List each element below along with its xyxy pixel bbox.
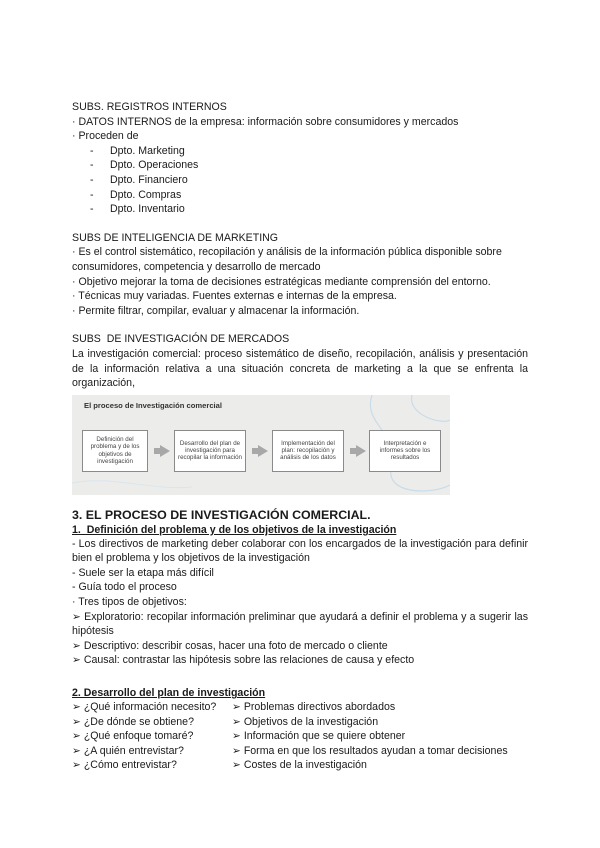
plan-answer: ➢ Información que se quiere obtener [232,730,406,743]
arrow-right-icon [258,445,268,457]
dept-item: - Dpto. Compras [90,188,182,201]
inteligencia-line-1: · Es el control sistemático, recopilación y análisis de la información pública disponible sobre consumidores, competencia y desarrollo de mercado [72,246,502,273]
proceso-subtitle-1: 1. Definición del problema y de los objetivos de la investigación [72,523,397,536]
investigacion-heading: SUBS DE INVESTIGACIÓN DE MERCADOS [72,333,290,346]
diagram-step-4: Interpretación e informes sobre los resultados [369,430,441,472]
plan-question: ➢ ¿De dónde se obtiene? [72,715,194,728]
plan-grid [72,700,528,773]
plan-section [72,686,528,773]
investigacion-paragraph: La investigación comercial: proceso sistemático de diseño, recopilación, análisis y presentación de la información relativa a una situación concreta de marketing a la que se enfrenta la organización, [72,347,528,390]
dept-item: - Dpto. Financiero [90,173,188,186]
registros-line-1: · DATOS INTERNOS de la empresa: información sobre consumidores y mercados [72,115,459,128]
plan-answer: ➢ Objetivos de la investigación [232,715,379,728]
objetivo-causal: ➢ Causal: contrastar las hipótesis sobre las relaciones de causa y efecto [72,654,415,667]
proceso-line-3: - Guía todo el proceso [72,581,177,594]
plan-answer: ➢ Problemas directivos abordados [232,701,396,714]
plan-answer: ➢ Costes de la investigación [232,759,367,772]
inteligencia-line-4: · Permite filtrar, compilar, evaluar y almacenar la información. [72,304,360,317]
plan-question: ➢ ¿Qué enfoque tomaré? [72,730,194,743]
diagram-step-2: Desarrollo del plan de investigación para recopilar la información [174,430,246,472]
dept-item: - Dpto. Operaciones [90,159,199,172]
proceso-line-2: - Suele ser la etapa más difícil [72,566,214,579]
proceso-title: 3. EL PROCESO DE INVESTIGACIÓN COMERCIAL. [72,507,371,522]
inteligencia-line-2: · Objetivo mejorar la toma de decisiones estratégicas mediante comprensión del entorno. [72,275,491,288]
objetivo-exploratorio: ➢ Exploratorio: recopilar información preliminar que ayudará a definir el problema y a sugerir las hipótesis [72,610,528,638]
dept-item: - Dpto. Inventario [90,203,185,216]
plan-question: ➢ ¿Qué información necesito? [72,701,217,714]
diagram-step-1: Definición del problema y de los objetivos de investigación [82,430,148,472]
plan-question: ➢ ¿Cómo entrevistar? [72,759,177,772]
arrow-right-icon [356,445,366,457]
registros-line-2: · Proceden de [72,130,139,143]
diagram-step-3: Implementación del plan: recopilación y análisis de los datos [272,430,344,472]
inteligencia-section [72,231,528,319]
proceso-paragraph-1: - Los directivos de marketing deber colaborar con los encargados de la investigación para definir bien el problema y los objetivos de la investigación [72,537,528,565]
registros-section [72,100,528,217]
plan-title: 2. Desarrollo del plan de investigación [72,687,266,700]
objetivo-descriptivo: ➢ Descriptivo: describir cosas, hacer una foto de mercado o cliente [72,639,388,652]
plan-answer: ➢ Forma en que los resultados ayudan a tomar decisiones [232,744,508,757]
plan-question: ➢ ¿A quién entrevistar? [72,744,184,757]
document-page [72,100,528,773]
inteligencia-heading: SUBS DE INTELIGENCIA DE MARKETING [72,231,279,244]
diagram-title: El proceso de Investigación comercial [84,400,223,410]
dept-item: - Dpto. Marketing [90,144,185,157]
proceso-line-4: · Tres tipos de objetivos: [72,596,187,609]
arrow-right-icon [160,445,170,457]
process-diagram [72,395,450,495]
investigacion-section [72,332,528,390]
inteligencia-line-3: · Técnicas muy variadas. Fuentes externas e internas de la empresa. [72,290,397,303]
registros-heading: SUBS. REGISTROS INTERNOS [72,101,227,113]
proceso-section [72,507,528,668]
